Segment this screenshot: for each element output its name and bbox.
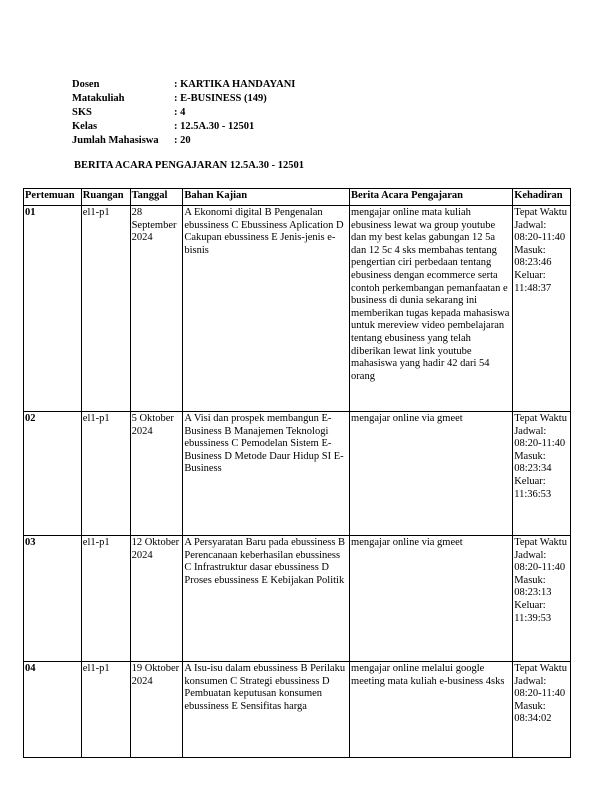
matakuliah-label: Matakuliah bbox=[72, 93, 125, 104]
header-row-matakuliah bbox=[72, 92, 295, 106]
table-header-row bbox=[24, 189, 571, 206]
table-row bbox=[24, 662, 571, 758]
bahan-kajian-cell: A Ekonomi digital B Pengenalan ebussiness C Ebussiness Aplication D Cakupan ebussiness E Jenis-jenis e-bisnis bbox=[183, 206, 350, 412]
sks-value: : 4 bbox=[174, 107, 186, 118]
document-title: BERITA ACARA PENGAJARAN 12.5A.30 - 12501 bbox=[74, 160, 304, 171]
jumlah-mahasiswa-label: Jumlah Mahasiswa bbox=[72, 135, 159, 146]
sks-label: SKS bbox=[72, 107, 92, 118]
column-header-ruangan: Ruangan bbox=[81, 189, 130, 206]
tanggal-cell: 28 September 2024 bbox=[130, 206, 183, 412]
kelas-value: : 12.5A.30 - 12501 bbox=[174, 121, 255, 132]
column-header-kehadiran: Kehadiran bbox=[513, 189, 571, 206]
column-header-tanggal: Tanggal bbox=[130, 189, 183, 206]
document-header bbox=[72, 78, 295, 148]
dosen-value: : KARTIKA HANDAYANI bbox=[174, 79, 296, 90]
berita-acara-cell: mengajar online melalui google meeting mata kuliah e-business 4sks bbox=[350, 662, 513, 758]
matakuliah-value: : E-BUSINESS (149) bbox=[174, 93, 267, 104]
bahan-kajian-cell: A Persyaratan Baru pada ebussiness B Perencanaan keberhasilan ebussiness C Infrastruktur dasar ebussiness D Proses ebussiness E Kebijakan Politik bbox=[183, 536, 350, 662]
ruangan-cell: el1-p1 bbox=[81, 536, 130, 662]
bahan-kajian-cell: A Isu-isu dalam ebussiness B Perilaku konsumen C Strategi ebussiness D Pembuatan keputusan konsumen ebussiness E Sensifitas harga bbox=[183, 662, 350, 758]
header-row-kelas bbox=[72, 120, 295, 134]
tanggal-cell: 5 Oktober 2024 bbox=[130, 412, 183, 536]
tanggal-cell: 12 Oktober 2024 bbox=[130, 536, 183, 662]
ruangan-cell: el1-p1 bbox=[81, 662, 130, 758]
table-row bbox=[24, 412, 571, 536]
berita-acara-cell: mengajar online via gmeet bbox=[350, 412, 513, 536]
kehadiran-cell: Tepat Waktu Jadwal: 08:20-11:40 Masuk: 08:34:02 bbox=[513, 662, 571, 758]
column-header-pertemuan: Pertemuan bbox=[24, 189, 82, 206]
header-row-sks bbox=[72, 106, 295, 120]
pertemuan-cell: 03 bbox=[24, 536, 82, 662]
kelas-label: Kelas bbox=[72, 121, 98, 132]
kehadiran-cell: Tepat Waktu Jadwal: 08:20-11:40 Masuk: 08:23:34 Keluar: 11:36:53 bbox=[513, 412, 571, 536]
dosen-label: Dosen bbox=[72, 79, 100, 90]
kehadiran-cell: Tepat Waktu Jadwal: 08:20-11:40 Masuk: 08:23:46 Keluar: 11:48:37 bbox=[513, 206, 571, 412]
ruangan-cell: el1-p1 bbox=[81, 206, 130, 412]
berita-acara-table bbox=[23, 188, 571, 758]
kehadiran-cell: Tepat Waktu Jadwal: 08:20-11:40 Masuk: 08:23:13 Keluar: 11:39:53 bbox=[513, 536, 571, 662]
bahan-kajian-cell: A Visi dan prospek membangun E- Business B Manajemen Teknologi ebussiness C Pemodelan Sistem E- Business D Metode Daur Hidup SI E-Business bbox=[183, 412, 350, 536]
column-header-berita-acara: Berita Acara Pengajaran bbox=[350, 189, 513, 206]
ruangan-cell: el1-p1 bbox=[81, 412, 130, 536]
jumlah-mahasiswa-value: : 20 bbox=[174, 135, 191, 146]
berita-acara-cell: mengajar online mata kuliah ebusiness lewat wa group youtube dan my best kelas gabungan 12 5a dan 12 5c 4 sks membahas tentang pengertian ciri perbedaan tentang ebusiness dengan ecommerce serta contoh perkembangan pemanfaatan e business di dunia sekarang ini memberikan tugas kepada mahasiswa untuk mereview video pembelajaran tentang ebusiness yang telah diberikan lewat link youtube mahasiswa yang hadir 42 dari 54 orang bbox=[350, 206, 513, 412]
header-row-dosen bbox=[72, 78, 295, 92]
header-row-jumlah bbox=[72, 134, 295, 148]
pertemuan-cell: 04 bbox=[24, 662, 82, 758]
tanggal-cell: 19 Oktober 2024 bbox=[130, 662, 183, 758]
column-header-bahan-kajian: Bahan Kajian bbox=[183, 189, 350, 206]
pertemuan-cell: 02 bbox=[24, 412, 82, 536]
pertemuan-cell: 01 bbox=[24, 206, 82, 412]
table-row bbox=[24, 536, 571, 662]
berita-acara-cell: mengajar online via gmeet bbox=[350, 536, 513, 662]
table-row bbox=[24, 206, 571, 412]
